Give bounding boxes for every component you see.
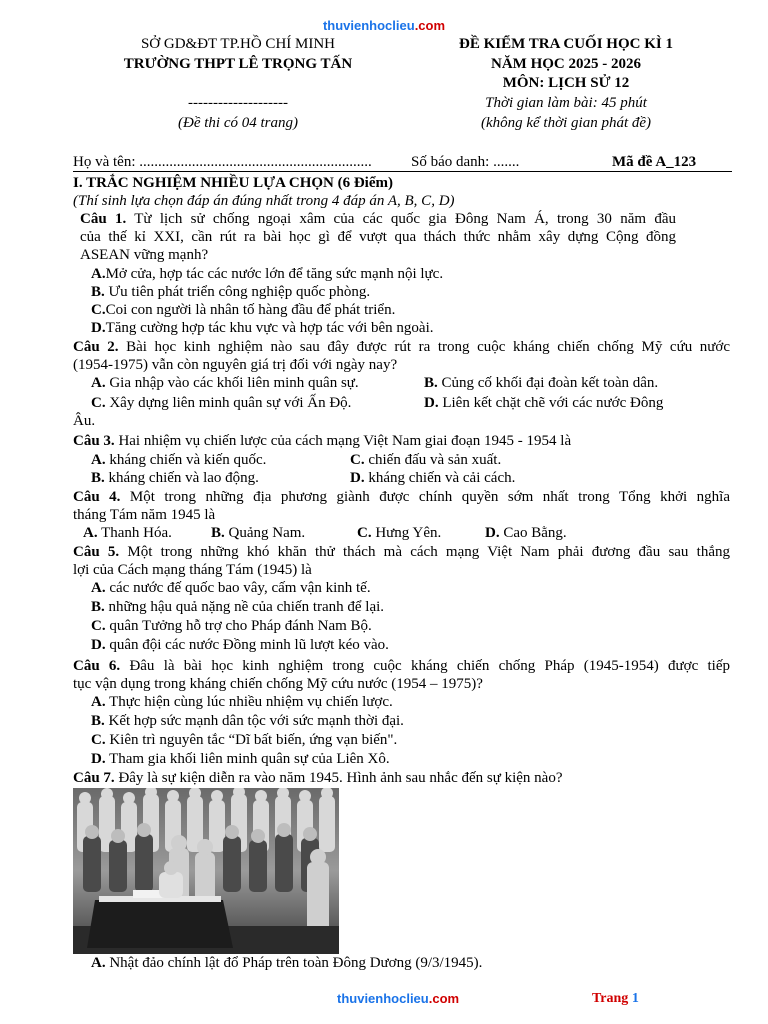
option-letter: C. — [91, 395, 106, 411]
option-text: Tham gia khối liên minh quân sự của Liên Xô. — [105, 751, 390, 767]
option-text: Mở cửa, hợp tác các nước lớn để tăng sức mạnh nội lực. — [105, 266, 444, 282]
option-text: Hưng Yên. — [371, 525, 442, 541]
q2-option-b[interactable] — [424, 374, 658, 392]
option-letter: C. — [350, 452, 365, 468]
q7-text-1: Đây là sự kiện diễn ra vào năm 1945. Hình ảnh sau nhắc đến sự kiện nào? — [114, 770, 563, 786]
option-text: Thực hiện cùng lúc nhiều nhiệm vụ chiến lược. — [105, 694, 393, 710]
q4-text-1: Một trong những địa phương giành được chính quyền sớm nhất trong Tổng khởi nghĩa — [120, 489, 730, 505]
q2-line-2: (1954-1975) vẫn còn nguyên giá trị đối với ngày nay? — [73, 357, 398, 373]
option-text: Cao Bằng. — [499, 525, 567, 541]
option-text: Tăng cường hợp tác khu vực và hợp tác với bên ngoài. — [105, 320, 434, 336]
q2-option-d-wrap: Âu. — [73, 413, 96, 429]
page-label: Trang — [592, 991, 632, 1006]
q4-option-a[interactable] — [83, 524, 172, 542]
q2-text-1: Bài học kinh nghiệm nào sau đây được rút ra trong cuộc kháng chiến chống Mỹ cứu nước — [118, 339, 730, 355]
option-letter: A. — [91, 375, 106, 391]
section-title: I. TRẮC NGHIỆM NHIỀU LỰA CHỌN (6 Điểm) — [73, 175, 394, 191]
q2-option-a[interactable] — [91, 374, 359, 392]
option-text: Củng cố khối đại đoàn kết toàn dân. — [437, 375, 659, 391]
option-letter: C. — [91, 302, 106, 318]
q4-option-d[interactable] — [485, 524, 567, 542]
q7-option-a[interactable] — [91, 954, 482, 972]
option-text: Liên kết chặt chẽ với các nước Đông — [438, 395, 664, 411]
option-letter: A. — [91, 580, 106, 596]
q1-line-3: ASEAN vững mạnh? — [80, 247, 209, 263]
option-letter: D. — [485, 525, 500, 541]
historical-photo — [73, 788, 339, 954]
q4-line-2: tháng Tám năm 1945 là — [73, 507, 216, 523]
q6-option-a[interactable] — [91, 693, 393, 711]
option-text: Kết hợp sức mạnh dân tộc với sức mạnh thời đại. — [104, 713, 404, 729]
option-letter: B. — [91, 284, 105, 300]
option-letter: D. — [424, 395, 439, 411]
q1-number: Câu 1. — [80, 211, 127, 227]
q6-line-1 — [73, 657, 730, 675]
school-year: NĂM HỌC 2025 - 2026 — [491, 56, 641, 72]
watermark-site: thuvienhoclieu — [337, 991, 429, 1006]
option-letter: A. — [91, 452, 106, 468]
watermark-site: thuvienhoclieu — [322, 18, 415, 33]
section-instruction: (Thí sinh lựa chọn đáp án đúng nhất trong 4 đáp án A, B, C, D) — [73, 193, 455, 209]
header-divider — [73, 171, 732, 172]
time-note: (không kể thời gian phát đề) — [480, 115, 652, 131]
q6-line-2: tục vận dụng trong kháng chiến chống Mỹ cứu nước (1954 – 1975)? — [73, 676, 483, 692]
q5-option-d[interactable] — [91, 636, 389, 654]
option-letter: D. — [91, 751, 106, 767]
option-letter: C. — [91, 732, 106, 748]
option-text: Thanh Hóa. — [97, 525, 172, 541]
q1-option-b[interactable] — [91, 283, 370, 301]
q7-line-1 — [73, 769, 563, 787]
q4-line-1 — [73, 488, 730, 506]
q7-number: Câu 7. — [73, 770, 115, 786]
q1-line-1 — [80, 210, 676, 228]
option-letter: A. — [83, 525, 98, 541]
exam-code: Mã đề A_123 — [612, 154, 697, 170]
option-letter: B. — [91, 713, 105, 729]
q3-number: Câu 3. — [73, 433, 115, 449]
option-letter: B. — [211, 525, 225, 541]
option-text: quân Tưởng hỗ trợ cho Pháp đánh Nam Bộ. — [105, 618, 372, 634]
watermark-tld: .com — [428, 991, 460, 1006]
q5-option-a[interactable] — [91, 579, 371, 597]
page-count: (Đề thi có 04 trang) — [178, 115, 298, 131]
q4-option-c[interactable] — [357, 524, 441, 542]
student-id-field[interactable]: Số báo danh: ....... — [411, 154, 520, 170]
exam-title: ĐỀ KIỂM TRA CUỐI HỌC KÌ 1 — [459, 36, 673, 52]
q3-option-a[interactable] — [91, 451, 266, 469]
option-letter: C. — [91, 618, 106, 634]
option-letter: A. — [91, 694, 106, 710]
option-text: quân đội các nước Đồng minh lũ lượt kéo vào. — [105, 637, 389, 653]
q2-number: Câu 2. — [73, 339, 119, 355]
q5-option-c[interactable] — [91, 617, 372, 635]
q1-option-d[interactable] — [91, 319, 434, 337]
option-letter: A. — [91, 955, 106, 971]
option-text: kháng chiến và cải cách. — [364, 470, 516, 486]
q4-number: Câu 4. — [73, 489, 121, 505]
q1-text-1: Từ lịch sử chống ngoại xâm của các quốc gia Đông Nam Á, trong 30 năm đầu — [126, 211, 676, 227]
q3-option-d[interactable] — [350, 469, 515, 487]
option-text: Nhật đảo chính lật đổ Pháp trên toàn Đông Dương (9/3/1945). — [105, 955, 483, 971]
page-number-value: 1 — [631, 991, 639, 1006]
page-number — [592, 990, 639, 1008]
q3-option-b[interactable] — [91, 469, 259, 487]
option-text: Kiên trì nguyên tắc “Dĩ bất biến, ứng vạn biến". — [105, 732, 398, 748]
option-letter: D. — [350, 470, 365, 486]
q5-line-2: lợi của Cách mạng tháng Tám (1945) là — [73, 562, 312, 578]
q6-option-c[interactable] — [91, 731, 397, 749]
option-letter: B. — [424, 375, 438, 391]
option-text: Coi con người là nhân tố hàng đầu để phát triển. — [105, 302, 396, 318]
q4-option-b[interactable] — [211, 524, 305, 542]
q1-option-c[interactable] — [91, 301, 395, 319]
subject: MÔN: LỊCH SỬ 12 — [502, 75, 630, 91]
q6-option-d[interactable] — [91, 750, 390, 768]
q2-line-1 — [73, 338, 730, 356]
q5-line-1 — [73, 543, 730, 561]
option-text: Xây dựng liên minh quân sự với Ấn Độ. — [105, 395, 352, 411]
student-name-field[interactable]: Họ và tên: .............................................................. — [73, 154, 372, 170]
option-text: Ưu tiên phát triển công nghiệp quốc phòng. — [104, 284, 371, 300]
dept-name: SỞ GD&ĐT TP.HỒ CHÍ MINH — [140, 36, 336, 52]
option-letter: C. — [357, 525, 372, 541]
q6-text-1: Đâu là bài học kinh nghiệm trong cuộc kháng chiến chống Pháp (1945-1954) được tiếp — [120, 658, 730, 674]
q6-option-b[interactable] — [91, 712, 404, 730]
option-text: chiến đấu và sản xuất. — [364, 452, 502, 468]
option-text: kháng chiến và lao động. — [104, 470, 259, 486]
q2-option-d[interactable] — [424, 394, 663, 412]
watermark-bottom[interactable] — [337, 990, 459, 1008]
q3-line-1 — [73, 432, 571, 450]
option-text: Quảng Nam. — [224, 525, 306, 541]
q6-number: Câu 6. — [73, 658, 121, 674]
watermark-tld: .com — [414, 18, 446, 33]
q3-option-c[interactable] — [350, 451, 501, 469]
option-text: các nước đế quốc bao vây, cấm vận kinh tế. — [105, 580, 371, 596]
option-text: những hậu quả nặng nề của chiến tranh để lại. — [104, 599, 385, 615]
q5-option-b[interactable] — [91, 598, 384, 616]
option-text: kháng chiến và kiến quốc. — [105, 452, 267, 468]
option-letter: A. — [91, 266, 106, 282]
q3-text-1: Hai nhiệm vụ chiến lược của cách mạng Việt Nam giai đoạn 1945 - 1954 là — [114, 433, 572, 449]
header-dashes: -------------------- — [188, 95, 288, 111]
q2-option-c[interactable] — [91, 394, 351, 412]
watermark-top[interactable] — [0, 17, 768, 35]
option-letter: D. — [91, 637, 106, 653]
option-letter: D. — [91, 320, 106, 336]
option-letter: B. — [91, 470, 105, 486]
school-name: TRƯỜNG THPT LÊ TRỌNG TẤN — [123, 56, 353, 72]
exam-time: Thời gian làm bài: 45 phút — [485, 95, 647, 111]
option-letter: B. — [91, 599, 105, 615]
q1-line-2: của thế kỉ XXI, cần rút ra bài học gì để vượt qua thách thức nhằm xây dựng Cộng đồng — [80, 229, 676, 245]
option-text: Gia nhập vào các khối liên minh quân sự. — [105, 375, 359, 391]
q1-option-a[interactable] — [91, 265, 443, 283]
q5-text-1: Một trong những khó khăn thử thách mà cách mạng Việt Nam phải đương đầu sau thắng — [119, 544, 730, 560]
q5-number: Câu 5. — [73, 544, 120, 560]
